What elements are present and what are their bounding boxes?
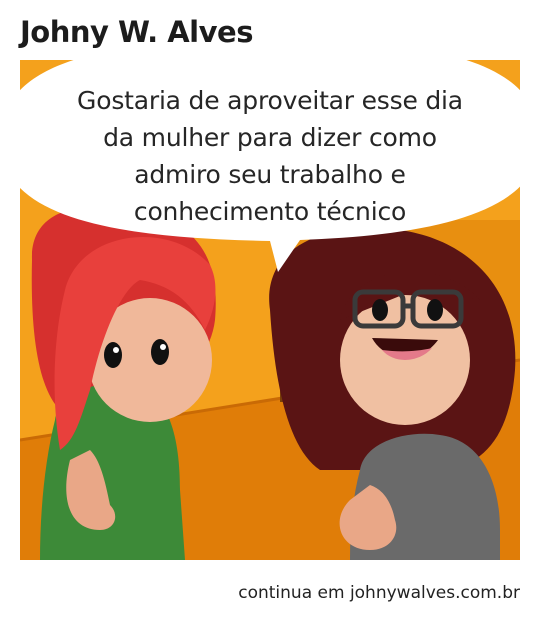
red-hair-character-left-eye (104, 342, 122, 368)
red-hair-character-right-eye-shine (160, 344, 166, 350)
continue-link[interactable]: continua em johnywalves.com.br (238, 583, 520, 603)
red-hair-character-left-eye-shine (113, 347, 119, 353)
glasses-character-left-eye (372, 299, 388, 321)
speech-text (20, 82, 520, 230)
speech-line-3: admiro seu trabalho e (134, 160, 406, 189)
speech-line-2: da mulher para dizer como (103, 123, 437, 152)
author-name: Johny W. Alves (20, 15, 253, 49)
red-hair-character-right-eye (151, 339, 169, 365)
comic-panel (20, 60, 520, 560)
speech-line-4: conhecimento técnico (133, 197, 407, 226)
speech-line-1: Gostaria de aproveitar esse dia (77, 86, 463, 115)
glasses-character-right-eye (427, 299, 443, 321)
